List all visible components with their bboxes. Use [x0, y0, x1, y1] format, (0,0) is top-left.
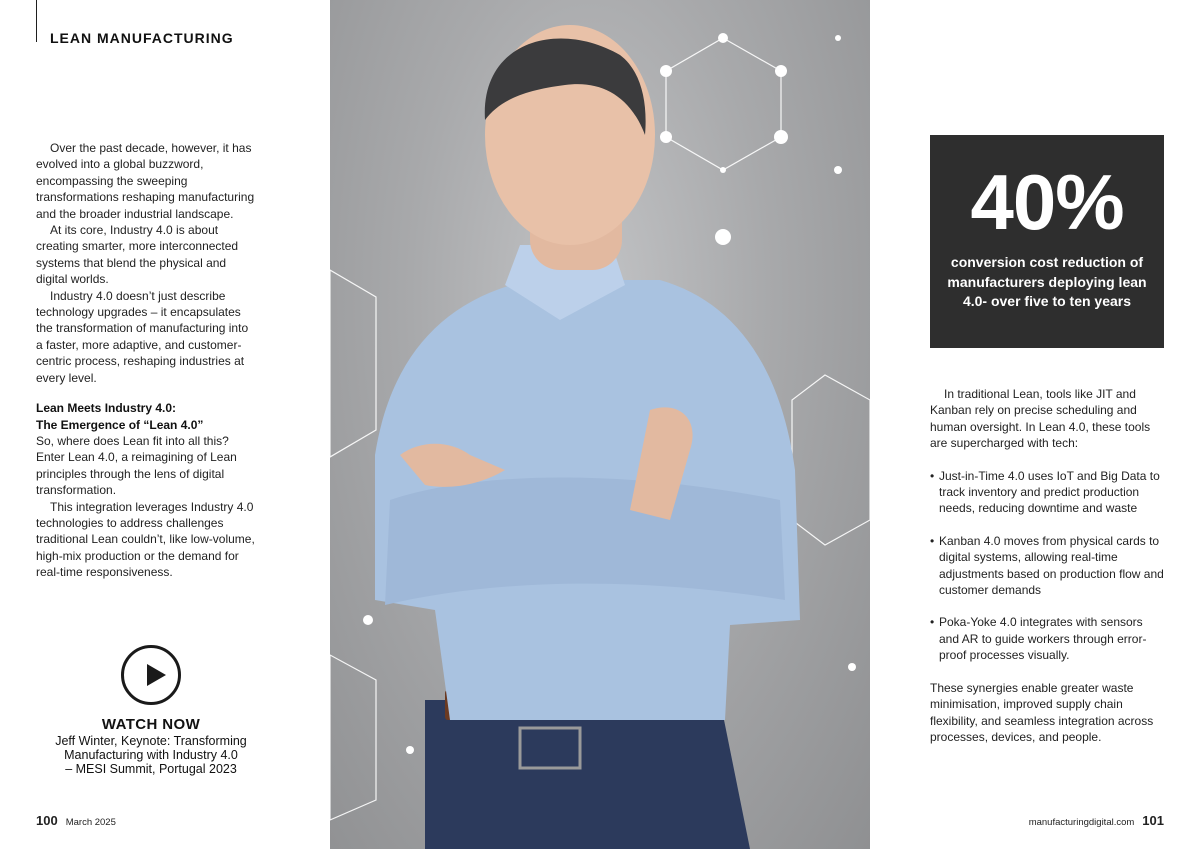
left-column — [36, 140, 258, 581]
bullet-item: • Kanban 4.0 moves from physical cards to digital systems, allowing real-time adjustments based on production flow and customer demands — [930, 533, 1166, 599]
video-caption-line: Manufacturing with Industry 4.0 — [64, 748, 238, 762]
person-figure — [375, 25, 800, 849]
page-number: 101 — [1142, 813, 1164, 828]
body-paragraph: Over the past decade, however, it has evolved into a global buzzword, encompassing the sweeping transformations reshaping manufacturing and the broader industrial landscape. — [36, 141, 255, 221]
subheading — [36, 400, 258, 433]
subheading-line: The Emergence of “Lean 4.0” — [36, 417, 204, 432]
subheading-line: Lean Meets Industry 4.0: — [36, 401, 177, 416]
bullet-item: • Just-in-Time 4.0 uses IoT and Big Data to track inventory and predict production needs, reducing downtime and waste — [930, 468, 1166, 517]
video-caption-line: Jeff Winter, Keynote: Transforming — [55, 734, 247, 748]
issue-date: March 2025 — [65, 817, 116, 828]
bullet-list — [930, 468, 1166, 664]
play-button[interactable] — [121, 645, 181, 705]
bullet-item: • Poka-Yoke 4.0 integrates with sensors and AR to guide workers through error-proof processes visually. — [930, 614, 1166, 663]
stat-callout — [930, 135, 1164, 348]
watch-now-title[interactable]: WATCH NOW — [101, 716, 201, 733]
body-paragraph: This integration leverages Industry 4.0 technologies to address challenges traditional Lean couldn’t, like low-volume, high-mix production or the demand for real-time responsiveness. — [36, 499, 255, 580]
folio-left — [36, 813, 116, 828]
section-rule — [36, 0, 37, 42]
body-paragraph: Industry 4.0 doesn’t just describe technology upgrades – it encapsulates the transformation of manufacturing into a faster, more adaptive, and customer-centric process, reshaping industries at every level. — [36, 288, 249, 385]
stat-value: 40% — [970, 158, 1124, 246]
portrait-illustration — [330, 0, 870, 849]
folio-right — [1029, 813, 1164, 828]
portrait-photo — [330, 0, 870, 849]
body-paragraph: These synergies enable greater waste minimisation, improved supply chain flexibility, and seamless integration across processes, devices, and people. — [930, 680, 1154, 744]
page-number: 100 — [36, 813, 58, 828]
body-paragraph: At its core, Industry 4.0 is about creating smarter, more interconnected systems that blend the physical and digital worlds. — [36, 223, 239, 287]
watch-now-block — [36, 645, 266, 776]
video-caption — [36, 734, 266, 776]
section-label: LEAN MANUFACTURING — [50, 30, 234, 46]
website[interactable]: manufacturingdigital.com — [1028, 817, 1135, 828]
right-column — [930, 386, 1166, 745]
body-paragraph: So, where does Lean fit into all this? Enter Lean 4.0, a reimagining of Lean principles through the lens of digital transformation. — [36, 433, 237, 498]
video-caption-line: – MESI Summit, Portugal 2023 — [65, 762, 237, 776]
play-icon — [147, 664, 166, 686]
stat-caption: conversion cost reduction of manufacturers deploying lean 4.0- over five to ten years — [947, 254, 1147, 309]
body-paragraph: In traditional Lean, tools like JIT and Kanban rely on precise scheduling and human oversight. In Lean 4.0, these tools are supercharged with tech: — [930, 387, 1151, 451]
